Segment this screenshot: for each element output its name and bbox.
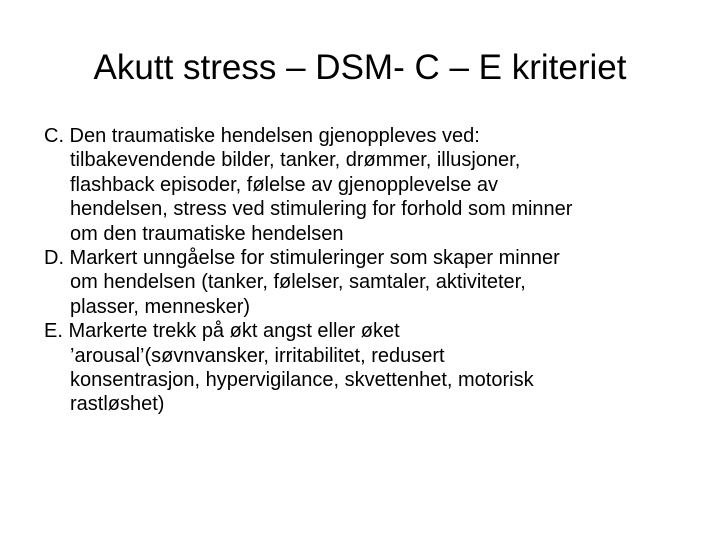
criteria-list xyxy=(44,124,694,417)
slide-title: Akutt stress – DSM- C – E kriteriet xyxy=(93,48,627,87)
criterion-c: C. Den traumatiske hendelsen gjenoppleves ved: tilbakevendende bilder, tanker, drømmer, illusjoner, flashback episoder, følelse av gjenopplevelse av hendelsen, stress ved stimulering for forhold som minner om den traumatiske hendelsen xyxy=(44,125,573,245)
criterion-e: E. Markerte trekk på økt angst eller øket ’arousal’(søvnvansker, irritabilitet, redusert konsentrasjon, hypervigilance, skvettenhet, motorisk rastløshet) xyxy=(44,320,534,416)
criterion-d: D. Markert unngåelse for stimuleringer som skaper minner om hendelsen (tanker, følelser, samtaler, aktiviteter, plasser, mennesker) xyxy=(44,247,560,318)
